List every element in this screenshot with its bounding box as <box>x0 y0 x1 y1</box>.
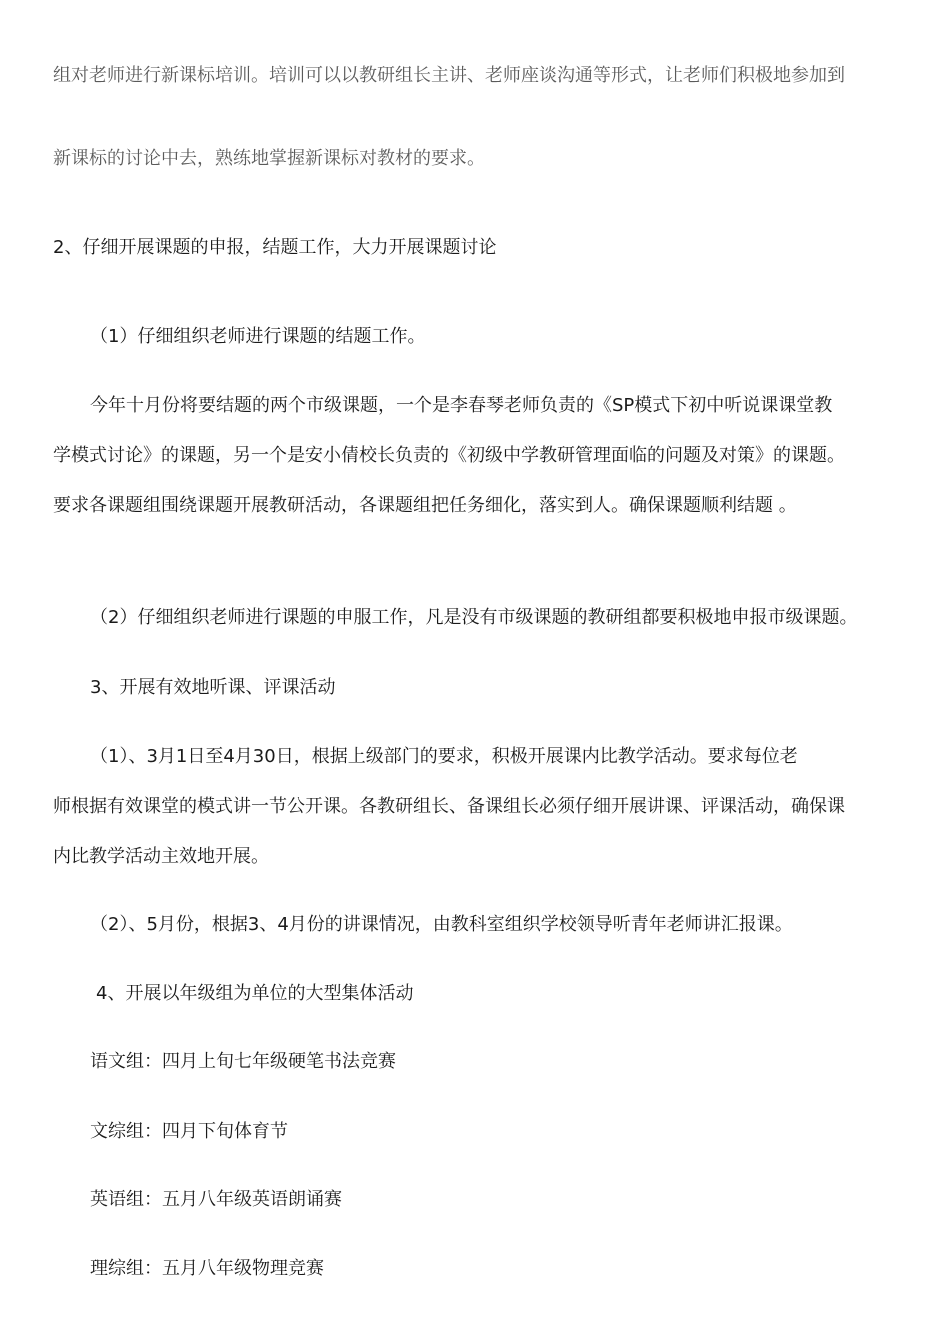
section-2-heading: 2、仔细开展课题的申报，结题工作，大力开展课题讨论 <box>53 237 497 258</box>
section-2-item-1: （1）仔细组织老师进行课题的结题工作。 <box>90 326 426 347</box>
group-item-science: 理综组：五月八年级物理竞赛 <box>90 1258 324 1279</box>
section-3-item-1-line-1: （1）、3月1日至4月30日，根据上级部门的要求，积极开展课内比教学活动。要求每位老 <box>90 746 798 767</box>
section-2-paragraph-line-1: 今年十月份将要结题的两个市级课题，一个是李春琴老师负责的《SP模式下初中听说课课堂教 <box>90 395 833 416</box>
section-3-heading: 3、开展有效地听课、评课活动 <box>90 677 336 698</box>
section-2-item-2: （2）仔细组织老师进行课题的申服工作，凡是没有市级课题的教研组都要积极地申报市级课题。 <box>90 607 858 628</box>
section-2-paragraph-line-3: 要求各课题组围绕课题开展教研活动，各课题组把任务细化，落实到人。确保课题顺利结题 。 <box>53 495 797 516</box>
section-4-heading: 4、开展以年级组为单位的大型集体活动 <box>96 983 414 1004</box>
group-item-english: 英语组：五月八年级英语朗诵赛 <box>90 1189 342 1210</box>
intro-line-1: 组对老师进行新课标培训。培训可以以教研组长主讲、老师座谈沟通等形式，让老师们积极地参加到 <box>53 65 845 86</box>
intro-line-2: 新课标的讨论中去，熟练地掌握新课标对教材的要求。 <box>53 148 485 169</box>
section-3-item-1-line-3: 内比教学活动主效地开展。 <box>53 846 269 867</box>
section-2-paragraph-line-2: 学模式讨论》的课题，另一个是安小倩校长负责的《初级中学教研管理面临的问题及对策》的课题。 <box>53 445 845 466</box>
group-item-liberal-arts: 文综组：四月下旬体育节 <box>90 1121 288 1142</box>
section-3-item-1-line-2: 师根据有效课堂的模式讲一节公开课。各教研组长、备课组长必须仔细开展讲课、评课活动，确保课 <box>53 796 845 817</box>
section-3-item-2: （2）、5月份，根据3、4月份的讲课情况，由教科室组织学校领导听青年老师讲汇报课。 <box>90 914 793 935</box>
group-item-chinese: 语文组：四月上旬七年级硬笔书法竞赛 <box>90 1051 396 1072</box>
